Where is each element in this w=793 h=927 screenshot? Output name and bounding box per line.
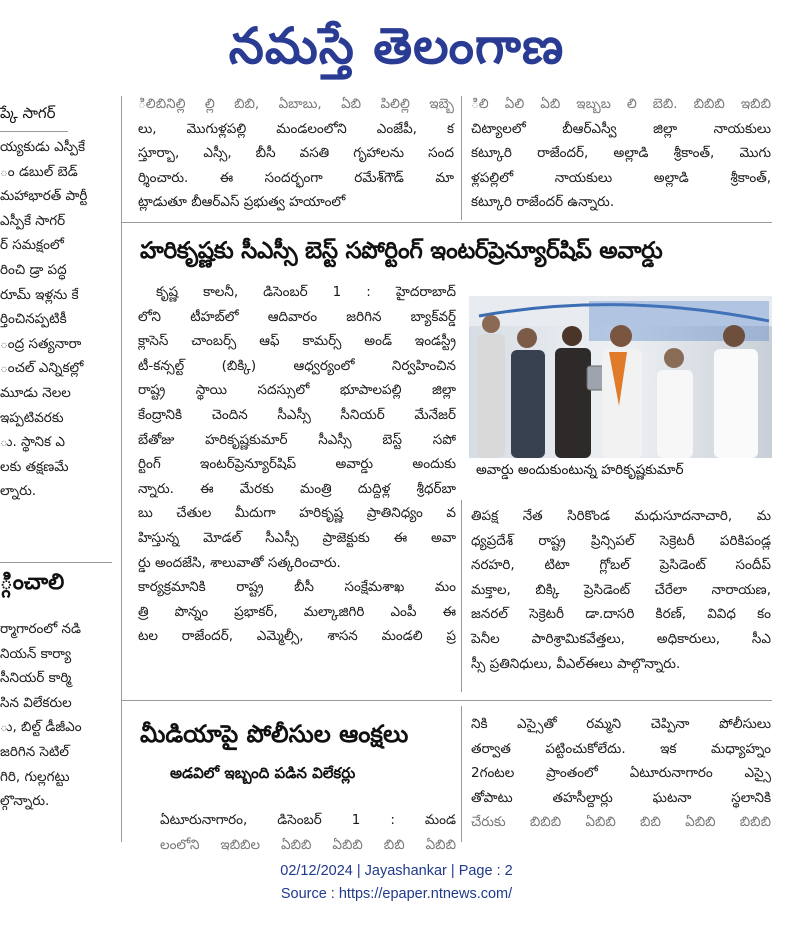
text-line: లోని టీహబ్‌లో ఆదివారం జరిగిన బ్యాక్‌వర్డ్: [138, 308, 456, 325]
column-rule-left: [121, 96, 122, 842]
text-line: లు, మొగుళ్లపల్లి మండలంలోని ఎంజేపీ, క: [138, 120, 454, 137]
story2-body-left: [160, 808, 456, 853]
story1-body-right: [471, 504, 771, 676]
left-column-header: ప్కే సాగర్: [0, 104, 56, 122]
text-line: జరిగిన సెటిల్: [0, 743, 69, 760]
text-line: ంచల్ ఎన్నికల్లో: [0, 360, 84, 377]
top-right-text: [471, 92, 771, 215]
left-column-text-b: [0, 617, 112, 814]
text-line: మూడు నెలల: [0, 384, 71, 401]
text-line: ర్మాగారంలో నడి: [0, 621, 82, 637]
text-line: లంలోని ఇబిబిల ఏబిబి ఏబిబి బిబి ఏబిబి: [160, 836, 456, 853]
text-line: ిలిబినిల్లి ల్లి బిబి, ఏబాబు, ఏబి పిలిల్లి ఇబ్బె: [138, 96, 454, 112]
text-line: ర్తించినప్పటికీ: [0, 311, 67, 328]
divider-story2-top: [122, 700, 772, 701]
column-rule-top-mid: [461, 96, 462, 220]
text-line: 2గంటల ప్రాంతంలో ఏటూరునాగారం ఎస్సై: [471, 765, 771, 782]
text-line: కట్కూరి రాజేందర్ ఉన్నారు.: [471, 194, 615, 211]
footer-source-link[interactable]: Source : https://epaper.ntnews.com/: [280, 886, 513, 902]
left-column-headline: ్గించాలి: [0, 570, 65, 595]
divider-story1-top: [122, 222, 772, 223]
text-line: క్లాసెస్ చాంబర్స్ ఆఫ్ కామర్స్ అండ్ ఇండస్ట్రీ: [138, 333, 456, 350]
story2-headline: మీడియాపై పోలీసుల ఆంక్షలు: [140, 720, 409, 748]
text-line: ల్నారు.: [0, 483, 37, 500]
left-column-text-a: [0, 135, 112, 504]
text-line: బు చేతుల మీదుగా హరికృష్ణ ప్రాతినిధ్యం వ: [138, 505, 456, 522]
story1-body-left: [138, 280, 456, 649]
text-line: తర్వాత పట్టించుకోలేదు. ఇక మధ్యాహ్నం: [471, 740, 771, 757]
column-rule-story1: [461, 500, 462, 692]
text-line: టల రాజేందర్, ఎమ్మెల్సీ, శాసన మండలి ప్ర: [138, 628, 456, 645]
award-ceremony-illustration: [469, 296, 772, 458]
text-line: రూమ్ ఇళ్లను కే: [0, 286, 79, 303]
text-line: ం డబుల్ బెడ్: [0, 163, 78, 180]
text-line: స్సీ ప్రతినిధులు, వీఎల్‌ఈలు పాల్గొన్నారు.: [471, 655, 681, 672]
text-line: లకు తక్షణమే: [0, 458, 69, 475]
text-line: తోపాటు తహసీల్దార్లు ఘటనా స్థలానికి: [471, 789, 771, 806]
text-line: నరహరి, టిటా గ్లోబల్ ప్రెసిడెంట్ సందీప్: [471, 557, 771, 574]
text-line: ల్గొన్నారు.: [0, 793, 50, 810]
text-line: పెనీల పారిశ్రామికవేత్తలు, అధికారులు, సీఎ: [471, 630, 771, 647]
text-line: చిట్యాలలో బీఆర్ఎస్వీ జిల్లా నాయకులు: [471, 120, 771, 137]
text-line: త్రి పొన్నం ప్రభాకర్, మల్కాజిగిరి ఎంపీ ఈ: [138, 603, 456, 620]
column-rule-story2: [461, 706, 462, 842]
text-line: కార్యక్రమానికి రాష్ట్ర బీసీ సంక్షేమశాఖ మం: [138, 579, 456, 596]
text-line: సీనియర్ కార్మి: [0, 670, 72, 687]
footer-date-edition: 02/12/2024 | Jayashankar | Page : 2: [280, 863, 513, 879]
newspaper-title: నమస్తే తెలంగాణ: [228, 17, 565, 75]
text-line: ు, బిల్ట్ డీజీఎం: [0, 719, 82, 736]
text-line: నియన్ కార్యా: [0, 645, 72, 662]
story1-headline: హరికృష్ణకు సీఎస్సీ బెస్ట్ సపోర్టింగ్ ఇంటర్‌ప్రెన్యూర్‌షిప్ అవార్డు: [140, 238, 663, 264]
text-line: బేతోజు హరికృష్ణకుమార్ సీఎస్సీ బెస్ట్ సపో: [138, 431, 456, 448]
photo-caption: అవార్డు అందుకుంటున్న హరికృష్ణకుమార్: [476, 462, 684, 478]
text-line: ర్డు అందజేసి, శాలువాతో సత్కరించారు.: [138, 554, 341, 571]
text-line: ధ్యప్రదేశ్ రాష్ట్ర ప్రిన్సిపల్ సెక్రెటరీ పరికిపండ్ల: [471, 532, 771, 549]
top-mid-text: [138, 92, 454, 215]
text-line: చేరుకు బిబిబి ఏబిబి బిబి ఏబిబి బిబిబి: [471, 814, 771, 831]
text-line: ర్టింగ్ ఇంటర్‌ప్రెన్యూర్‌షిప్ అవార్డు అందుకు: [138, 456, 456, 473]
text-line: ంద్ర సత్యనారా: [0, 335, 82, 352]
text-line: తిపక్ష నేత సిరికొండ మధుసూదనాచారి, మ: [471, 508, 771, 524]
text-line: జనరల్ సెక్రెటరీ డా.దాసరి కిరణ్, వివిధ కం: [471, 606, 771, 623]
text-line: ఎస్పీకే సాగర్: [0, 212, 66, 229]
text-line: ళ్లపల్లిలో నాయకులు అల్లాడి శ్రీకాంత్,: [471, 169, 771, 186]
text-line: ర్ సమక్షంలో: [0, 237, 64, 254]
text-line: న్నారు. ఈ మేరకు మంత్రి దుద్దిళ్ల శ్రీధర్‌బా: [138, 480, 456, 497]
text-line: ఏటూరునాగారం, డిసెంబర్ 1 : మండ: [160, 812, 456, 828]
text-line: ర్శించారు. ఈ సందర్భంగా రమేశ్‌గౌడ్ మా: [138, 169, 454, 186]
text-line: ు. స్థానిక ఎ: [0, 434, 65, 451]
text-line: సిన విలేకరుల: [0, 694, 72, 711]
text-line: ిలి ఏలి ఏబి ఇబ్బబ లి బెబి. బిబిబి ఇబిబి: [471, 96, 771, 112]
text-line: గిరి, గుల్లగట్టు: [0, 768, 70, 785]
text-line: య్యకుడు ఎస్పీకే: [0, 139, 86, 155]
text-line: స్తూర్బా, ఎస్సీ, బీసీ వసతి గృహాలను సంద: [138, 145, 454, 162]
text-line: రాష్ట్ర స్థాయి సదస్సులో భూపాలపల్లి జిల్లా: [138, 382, 456, 399]
text-line: ట్లాడుతూ బీఆర్ఎస్ ప్రభుత్వ హయాంలో: [138, 194, 346, 211]
divider-left-top: [0, 131, 68, 132]
text-line: కేంద్రానికి చెందిన సీఎస్సీ సీనియర్ మేనేజర్: [138, 406, 456, 423]
text-line: హిస్తున్న మోడల్ సీఎస్సీ ప్రాజెక్టుకు ఈ అవా: [138, 529, 456, 546]
text-line: కృష్ణ కాలనీ, డిసెంబర్ 1 : హైదరాబాద్: [156, 284, 456, 300]
award-photo: [469, 296, 772, 458]
masthead: [0, 0, 793, 92]
story2-body-right: [471, 712, 771, 844]
text-line: కట్కూరి రాజేందర్, అల్లాడి శ్రీకాంత్, మొగు: [471, 145, 771, 162]
divider-left-mid: [0, 562, 112, 563]
story2-subhead: అడవిలో ఇబ్బంది పడిన విలేకర్లు: [170, 764, 356, 782]
text-line: టీ-కన్సల్ట్ (బిక్కి) ఆధ్వర్యంలో నిర్వహించిన: [138, 357, 456, 374]
text-line: మక్తాల, బిక్కి ప్రెసిడెంట్ చేరేలా నారాయణ,: [471, 581, 771, 598]
text-line: మహాభారత్ పార్టీ: [0, 188, 88, 205]
text-line: నికి ఎస్సైతో రమ్మని చెప్పినా పోలీసులు: [471, 716, 771, 732]
text-line: రించి డ్రా పద్ధ: [0, 261, 67, 278]
text-line: ఇప్పటివరకు: [0, 409, 64, 426]
